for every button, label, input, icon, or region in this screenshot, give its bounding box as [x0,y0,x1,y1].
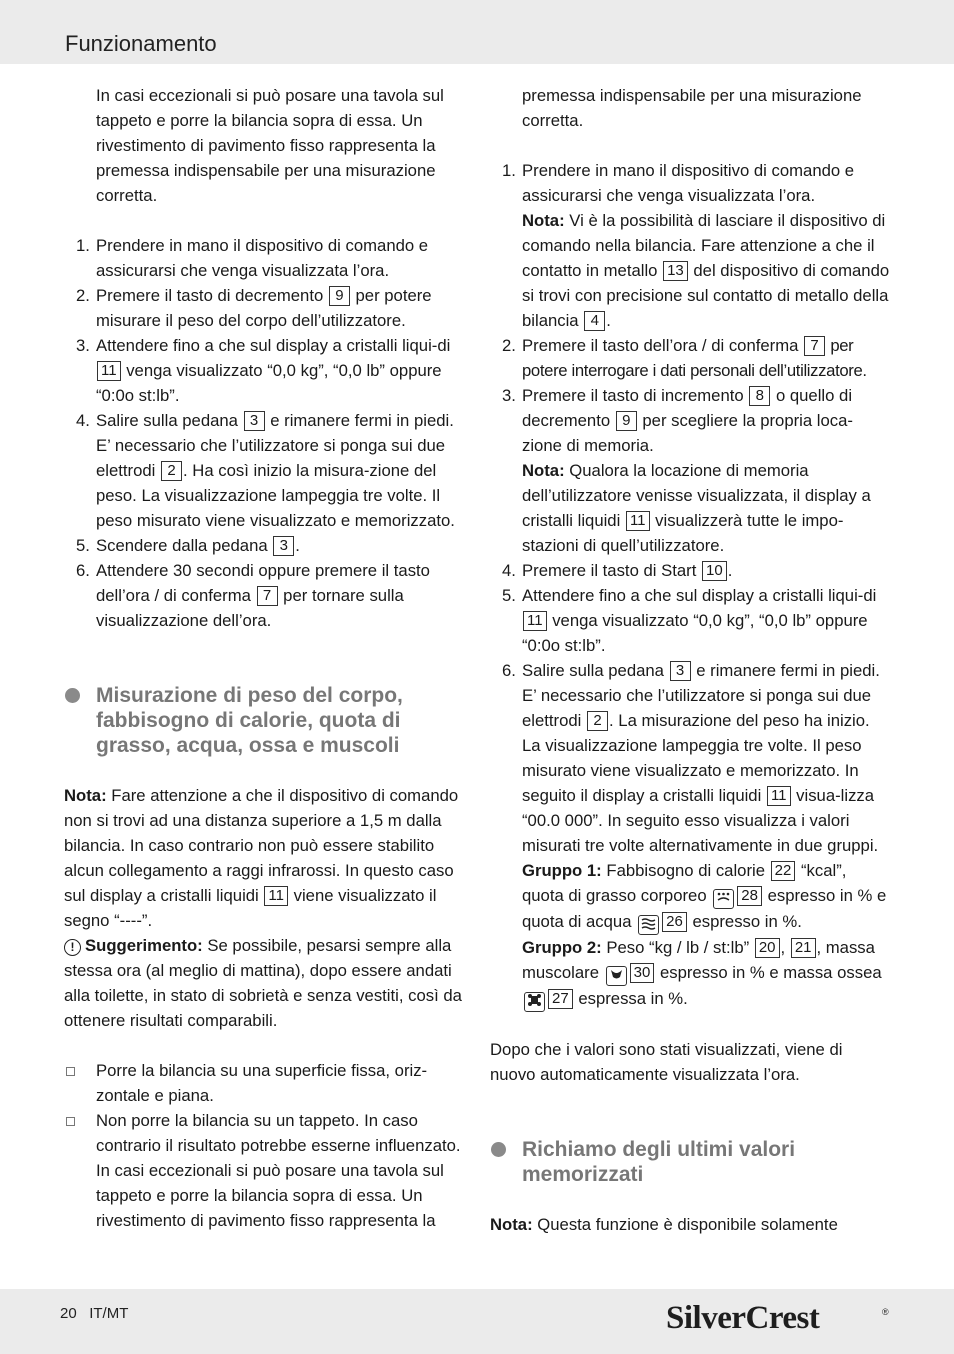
list-item: 5. Attendere fino a che sul display a cristalli liqui-di 11 venga visualizzato “0,0 kg”, “0,0 lb” oppure “0:0o st:lb”. [502,586,877,655]
page-title: Funzionamento [65,31,217,56]
ref-number: 11 [97,361,121,381]
ref-number: 11 [767,786,791,806]
list-item: 4. Salire sulla pedana 3 e rimanere fermi in piedi. E’ necessario che l’utilizzatore si ponga sui due elettrodi 2 . Ha così inizio la misura-zione del peso. La visualizzazione lampeggia tre volte. Il peso misurato viene visualizzato e memorizzato. [76,411,455,530]
ref-number: 2 [587,711,608,731]
brand-wordmark: SilverCrest [666,1300,820,1336]
note-paragraph: Nota: Fare attenzione a che il dispositivo di comando non si trovi ad una distanza superiore a 1,5 m dalla bilancia. In caso contrario non può essere stabilito alcun collegamento a raggi infrarossi. In questo caso sul display a cristalli liquidi 11 viene visualizzato il segno “----”. [64,786,459,930]
list-item: 3. Attendere fino a che sul display a cristalli liqui-di 11 venga visualizzato “0,0 kg”, “0,0 lb” oppure “0:0o st:lb”. [76,336,451,405]
list-item: Porre la bilancia su una superficie fissa, oriz-zontale e piana. [64,1058,464,1108]
bullet-dot-icon [491,1142,506,1157]
muscle-icon [606,966,627,986]
left-steps-list [64,233,464,633]
ref-number: 9 [616,411,637,431]
left-column [64,83,464,1233]
left-bullet-list [64,1058,464,1233]
list-item: 6. Attendere 30 secondi oppure premere il tasto dell’ora / di conferma 7 per tornare sulla visualizzazione dell’ora. [76,561,430,630]
ref-number: 7 [804,336,825,356]
ref-number: 30 [630,963,655,983]
ref-number: 21 [791,938,816,958]
section-heading-measurement: Misurazione di peso del corpo, fabbisogno di calorie, quota di grasso, acqua, ossa e muscoli [64,683,464,758]
ref-number: 3 [670,661,691,681]
ref-number: 3 [273,536,294,556]
checkbox-bullet-icon [66,1067,75,1076]
ref-number: 26 [662,912,687,932]
silvercrest-logo [660,1293,900,1337]
list-item: 5. Scendere dalla pedana 3 . [76,536,300,555]
ref-number: 11 [264,886,288,906]
after-paragraph: Dopo che i valori sono stati visualizzati, viene di nuovo automaticamente visualizzata l’ora. [490,1040,843,1084]
ref-number: 20 [755,938,780,958]
right-intro-paragraph: premessa indispensabile per una misurazione corretta. [522,86,862,130]
list-item: 2. Premere il tasto dell’ora / di conferma 7 per potere interrogare i dati personali dell’utilizzatore. [502,336,867,380]
ref-number: 13 [663,261,688,281]
warning-icon: ! [64,939,81,956]
list-item: 2. Premere il tasto di decremento 9 per potere misurare il peso del corpo dell’utilizzatore. [76,286,432,330]
ref-number: 4 [584,311,605,331]
ref-number: 3 [244,411,265,431]
right-steps-list [490,158,890,1012]
registered-mark: ® [882,1307,889,1317]
page-number: 20 IT/MT [60,1305,129,1322]
ref-number: 7 [257,586,278,606]
ref-number: 28 [737,886,762,906]
ref-number: 10 [702,561,727,581]
list-item: 4. Premere il tasto di Start 10 . [502,561,733,580]
ref-number: 9 [329,286,350,306]
ref-number: 2 [161,461,182,481]
section-heading-recall: Richiamo degli ultimi valori memorizzati [490,1137,890,1187]
left-intro-paragraph: In casi eccezionali si può posare una tavola sul tappeto e porre la bilancia sopra di essa. Un rivestimento di pavimento fisso rappresenta la premessa indispensabile per una misurazione corretta. [96,86,444,205]
list-item: 1. Prendere in mano il dispositivo di comando e assicurarsi che venga visualizzata l’ora. Nota: Vi è la possibilità di lasciare il dispositivo di comando nella bilancia. Fare attenzione a che il contatto in metallo 13 del dispositivo di comando si trovi con precisione sul contatto di metallo della bilancia 4 . [502,161,890,330]
ref-number: 11 [626,511,650,531]
checkbox-bullet-icon [66,1117,75,1126]
water-icon [638,915,659,935]
bone-icon [524,992,545,1012]
tip-paragraph: ! Suggerimento: Se possibile, pesarsi sempre alla stessa ora (al meglio di mattina), dopo essere andati alla toilette, in stato di sobrietà e senza vestiti, così da ottenere risultati comparabili. [64,936,462,1030]
final-note-paragraph: Nota: Questa funzione è disponibile solamente [490,1215,838,1234]
list-item: 1. Prendere in mano il dispositivo di comando e assicurarsi che venga visualizzata l’ora. [76,236,429,280]
ref-number: 27 [548,989,573,1009]
bullet-dot-icon [65,688,80,703]
list-item: Non porre la bilancia su un tappeto. In caso contrario il risultato potrebbe esserne influenzato. In casi eccezionali si può posare una tavola sul tappeto e porre la bilancia sopra di essa. Un rivestimento di pavimento fisso rappresenta la [64,1108,464,1233]
ref-number: 11 [523,611,547,631]
ref-number: 8 [749,386,770,406]
list-item: 6. Salire sulla pedana 3 e rimanere fermi in piedi. E’ necessario che l’utilizzatore si ponga sui due elettrodi 2 . La misurazione del peso ha inizio. La visualizzazione lampeggia tre volte. Il peso misurato viene visualizzato e memorizzato. In seguito il display a cristalli liquidi 11 visua-lizza “00.0 000”. In seguito esso visualizza i valori misurati tre volte alternativamente in due gruppi. Gruppo 1: Fabbisogno di calorie 22 “kcal”, quota di grasso corporeo 28 espresso in % e quota di acqua 26 espresso in %. Gruppo 2: Peso “kg / lb / st:lb” 20 , 21 , massa muscolare 30 espresso in % e massa ossea 27 espressa in %. [490,658,890,1012]
ref-number: 22 [771,861,796,881]
right-column [490,83,890,1237]
list-item: 3. Premere il tasto di incremento 8 o quello di decremento 9 per scegliere la propria loca-zione di memoria. Nota: Qualora la locazione di memoria dell’utilizzatore venisse visualizzata, il display a cristalli liquidi 11 visualizzerà tutte le impo-stazioni di quell’utilizzatore. [502,386,871,555]
body-fat-icon [713,889,734,909]
